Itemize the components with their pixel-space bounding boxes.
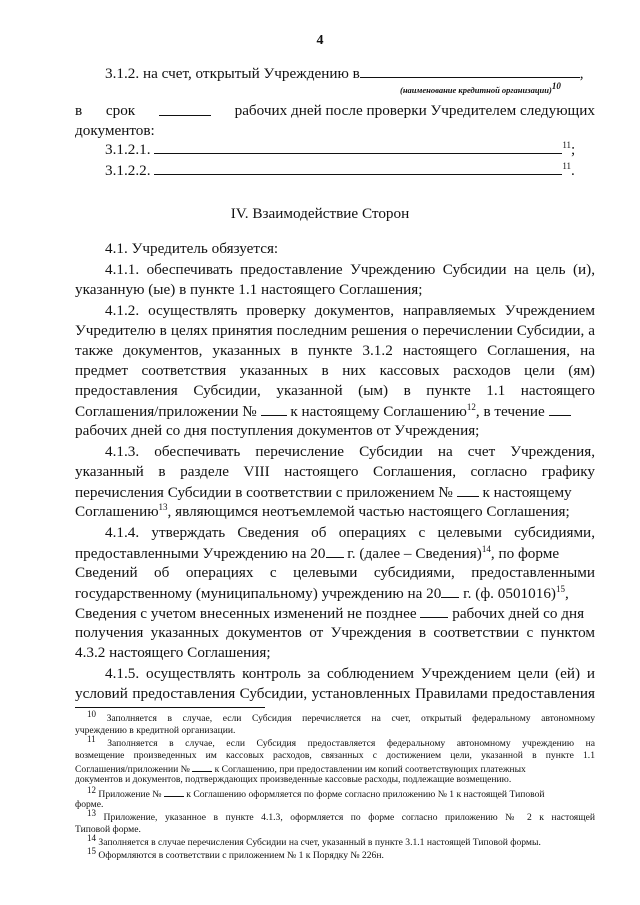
- footnote-12-number: 12: [87, 784, 96, 795]
- clause-4-1-4-form-code: г. (ф. 0501016): [463, 585, 556, 602]
- footnote-15-number: 15: [87, 845, 96, 856]
- clause-4-1: 4.1. Учредитель обязуется:: [105, 240, 279, 257]
- footnote-14-number: 14: [87, 832, 96, 843]
- annex-number-blank-4-1-3: [457, 482, 479, 497]
- clause-4-1-4-line6: получения указанных документов от Учреждения в соответствии с пунктом: [75, 624, 595, 641]
- clause-4-1-1-line1: 4.1.1. обеспечивать предоставление Учреждению Субсидии на цель (и),: [105, 261, 595, 278]
- clause-4-1-4-changes: Сведения с учетом внесенных изменений не позднее: [75, 605, 417, 622]
- clause-4-1-3-line1: 4.1.3. обеспечивать перечисление Субсидии на счет Учреждения,: [105, 443, 595, 460]
- footnote-15-line1: [75, 845, 595, 862]
- clause-3-1-2: [75, 63, 595, 84]
- clause-4-1-4-days: рабочих дней со дня: [452, 605, 585, 622]
- days-blank-4-1-4: [420, 603, 448, 618]
- section-heading: IV. Взаимодействие Сторон: [230, 205, 410, 222]
- footnote-10-number: 10: [87, 708, 96, 719]
- clause-4-1-4-svedeniya: г. (далее – Сведения): [347, 545, 482, 562]
- footnote-11-blank: [192, 762, 212, 772]
- term-line: [75, 101, 595, 121]
- term-period: срок: [105, 102, 136, 119]
- bank-name-blank: [360, 63, 580, 78]
- footnote-11-line1: [75, 733, 595, 750]
- page-number: 4: [316, 33, 324, 48]
- footnote-ref-11b: 11: [562, 160, 572, 171]
- clause-4-1-2-line1: 4.1.2. осуществлять проверку документов, направляемых Учреждением: [105, 302, 595, 319]
- clause-4-1-3-rest: , являющимся неотъемлемой частью настоящего Соглашения;: [167, 503, 570, 520]
- clause-3-1-2-2-number: 3.1.2.2.: [105, 162, 151, 179]
- footnote-13-number: 13: [87, 807, 96, 818]
- footnote-13-line2: Типовой форме.: [75, 824, 141, 835]
- clause-3-1-2-1: [75, 139, 595, 160]
- footnote-11-line4: документов и документов, подтверждающих произведенные кассовые расходы, подлежащие возмещению.: [75, 774, 512, 785]
- footnote-ref-10: 10: [551, 81, 561, 92]
- footnote-separator: [75, 707, 265, 708]
- clause-3-1-2-comma: ,: [579, 65, 584, 82]
- clause-3-1-2-text: 3.1.2. на счет, открытый Учреждению в: [105, 65, 360, 82]
- term-documents: документов:: [75, 122, 155, 139]
- clause-4-1-4-line2: [75, 543, 595, 564]
- clause-3-1-2-2: [75, 160, 595, 181]
- clause-4-1-4-line7: 4.3.2 настоящего Соглашения;: [75, 644, 271, 661]
- clause-3-1-2-1-number: 3.1.2.1.: [105, 141, 151, 158]
- clause-4-1-1-line2: указанную (ые) в пункте 1.1 настоящего Соглашения;: [75, 281, 423, 298]
- footnote-13-line1: [75, 807, 595, 824]
- clause-4-1-4-line3: Сведений об операциях с целевыми субсидиями, предоставленными: [75, 564, 595, 581]
- clause-4-1-4-year-text: предоставленными Учреждению на 20: [75, 545, 326, 562]
- footnote-ref-11: 11: [562, 139, 572, 150]
- footnote-ref-14: 14: [481, 543, 491, 554]
- clause-4-1-4-comma: ,: [565, 585, 569, 602]
- clause-4-1-4-institution-year: государственному (муниципальному) учреждению на 20: [75, 585, 442, 602]
- footnote-14-line1: [75, 832, 595, 849]
- footnote-12-text: к Соглашению оформляется по форме согласно приложению № 1 к настоящей Типовой: [186, 789, 545, 800]
- clause-4-1-2-during: , в течение: [475, 403, 545, 420]
- footnote-10-text: Заполняется в случае, если Субсидия перечисляется на счет, открытый федеральному автономному: [106, 713, 595, 724]
- footnote-12-line2: форме.: [75, 799, 104, 810]
- clause-4-1-3-annex-text: перечисления Субсидии в соответствии с приложением №: [75, 484, 453, 501]
- clause-4-1-3-agreement: Соглашению: [75, 503, 159, 520]
- clause-3-1-2-2-end: .: [571, 162, 575, 179]
- clause-4-1-5-line2: условий предоставления Субсидии, установленных Правилами предоставления: [75, 685, 595, 702]
- days-blank: [159, 101, 211, 116]
- clause-4-1-3-annex-text2: к настоящему: [482, 484, 572, 501]
- clause-4-1-3-line4: [75, 502, 595, 522]
- footnote-10-line1: [75, 708, 595, 725]
- year-blank: [326, 543, 344, 558]
- footnote-11-number: 11: [87, 733, 96, 744]
- footnote-ref-15: 15: [556, 583, 565, 594]
- clause-4-1-2-line2: Учредителю в целях принятия последним решения о перечислении Субсидии, а: [75, 322, 595, 339]
- clause-4-1-2-line7: рабочих дней со дня поступления документов от Учреждения;: [75, 422, 480, 439]
- footnote-10-line2: учреждению в кредитной организации.: [75, 725, 236, 736]
- clause-4-1-2-line3: также документов, указанных в пункте 3.1.2 настоящего Соглашения, на: [75, 342, 595, 359]
- clause-4-1-2-line6: [75, 401, 595, 422]
- footnote-15-text: Оформляются в соответствии с приложением № 1 к Порядку № 226н.: [98, 850, 384, 861]
- clause-4-1-4-line1: 4.1.4. утверждать Сведения об операциях с целевыми субсидиями,: [105, 524, 595, 541]
- clause-4-1-3-line3: [75, 482, 595, 503]
- bank-name-caption: [400, 81, 561, 95]
- footnote-11-annex: Соглашения/приложении №: [75, 764, 190, 775]
- annex-number-blank: [261, 401, 287, 416]
- footnote-13-text: Приложение, указанное в пункте 4.1.3, оформляется по форме согласно приложению № 2 к настоящей: [103, 812, 595, 823]
- bank-name-caption-text: (наименование кредитной организации): [400, 85, 552, 95]
- clause-4-1-4-form: , по форме: [490, 545, 560, 562]
- footnote-12-blank: [164, 787, 184, 797]
- year-blank-2: [441, 583, 459, 598]
- clause-4-1-2-annex-text2: к настоящему Соглашению: [290, 403, 467, 420]
- clause-4-1-5-line1: 4.1.5. осуществлять контроль за соблюдением Учреждением цели (ей) и: [105, 665, 595, 682]
- days-blank-4-1-2: [549, 401, 571, 416]
- term-in: в: [75, 102, 83, 119]
- footnote-11-text: Заполняется в случае, если Субсидия предоставляется федеральному автономному учреждению на: [107, 738, 595, 749]
- footnote-ref-13: 13: [158, 501, 168, 512]
- clause-4-1-3-line2: указанный в разделе VIII настоящего Соглашения, согласно графику: [75, 463, 595, 480]
- clause-4-1-2-line5: предоставления Субсидии, указанной (ым) в пункте 1.1 настоящего: [75, 382, 595, 399]
- clause-4-1-2-annex-text: Соглашения/приложении №: [75, 403, 257, 420]
- footnote-11-line2: возмещение произведенных им кассовых расходов, связанных с достижением цели, указанной в пункте 1.1: [75, 750, 595, 761]
- footnote-11-annex2: к Соглашению, при предоставлении им копий соответствующих платежных: [214, 764, 526, 775]
- footnote-ref-12: 12: [466, 401, 476, 412]
- clause-4-1-4-line4: [75, 583, 595, 604]
- clause-3-1-2-1-end: ;: [571, 141, 576, 158]
- clause-4-1-2-line4: предмет соответствия указанных в них кассовых расходов цели (ям): [75, 362, 595, 379]
- clause-4-1-4-line5: [75, 603, 595, 624]
- footnote-12-annex: Приложение №: [98, 789, 162, 800]
- clause-3-1-2-2-blank: [154, 160, 562, 175]
- footnote-14-text: Заполняется в случае перечисления Субсидии на счет, указанный в пункте 3.1.1 настоящей Типовой формы.: [98, 837, 541, 848]
- term-text: рабочих дней после проверки Учредителем следующих: [234, 102, 595, 119]
- clause-3-1-2-1-blank: [154, 139, 562, 154]
